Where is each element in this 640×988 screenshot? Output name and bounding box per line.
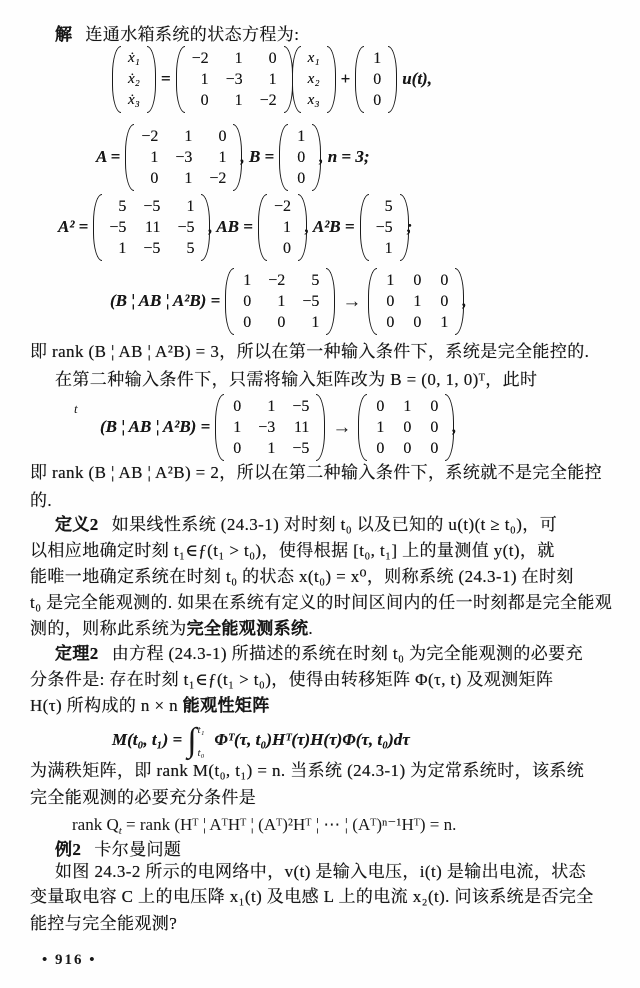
input-signal: u(t), (402, 69, 432, 89)
paren-left-icon (358, 394, 367, 461)
matrix-cell: −5 (143, 198, 161, 215)
matrix-cell: 1 (233, 419, 242, 436)
matrix-cell: 0 (282, 240, 291, 257)
rank-q-expression: = rank (Hᵀ ¦ AᵀHᵀ ¦ (Aᵀ)²Hᵀ ¦ ⋯ ¦ (Aᵀ)ⁿ⁻¹Hᵀ) = n. (121, 815, 457, 834)
paren-left-icon (125, 124, 134, 191)
paren-left-icon (292, 46, 301, 113)
matrix-cell: 5 (186, 240, 195, 257)
definition-2-line4: t₀ 是完全能观测的. 如果在系统有定义的时间区间内的任一时刻都是完全能观 (30, 593, 613, 612)
a-matrix (125, 124, 242, 191)
matrix-cell: −5 (375, 219, 393, 236)
matrix-cell: −2 (209, 170, 227, 187)
definition-2-line5 (30, 618, 313, 640)
definition-2-line3: 能唯一地确定系统在时刻 t₀ 的状态 x(t₀) = x⁰，则称系统 (24.3-1) 在时刻 (30, 567, 574, 586)
matrix-cell: 1 (403, 398, 412, 415)
matrix-cell: 0 (297, 149, 306, 166)
paren-left-icon (112, 46, 121, 113)
matrix-cell: 1 (440, 314, 449, 331)
matrix-cell: 0 (243, 314, 252, 331)
definition-2-line5-prefix: 测的，则称此系统为 (30, 619, 187, 638)
matrix-cell: 1 (373, 50, 382, 67)
solution-label: 解 (55, 25, 73, 44)
plus-sign: + (340, 69, 351, 89)
ctrb-matrix-1 (225, 268, 335, 335)
semicolon: ; (406, 217, 413, 237)
matrix-cell: 1 (268, 71, 277, 88)
observability-matrix-term: 能观性矩阵 (182, 696, 270, 715)
full-rank-line2: 完全能观测的必要充分条件是 (30, 788, 257, 807)
matrix-cell: 5 (384, 198, 393, 215)
ctrb-matrix-2-body (228, 394, 312, 461)
example-2-line2: 变量取电容 C 上的电压降 x₁(t) 及电感 L 上的电流 x₂(t). 问该系统是否完全 (30, 887, 594, 906)
matrix-cell: 0 (200, 92, 209, 109)
matrix-cell: ẋ₂ (128, 71, 140, 87)
comma: , (462, 291, 467, 311)
matrix-cell: 1 (413, 293, 422, 310)
ab-matrix-label: , AB = (208, 217, 253, 237)
b-matrix-label: , B = (240, 147, 275, 167)
matrix-cell: 1 (186, 198, 195, 215)
b-matrix (279, 124, 321, 191)
gramian-integrand: Φᵀ(τ, t₀)Hᵀ(τ)H(τ)Φ(τ, t₀)dτ (214, 729, 410, 749)
matrix-cell: ẋ₁ (128, 50, 140, 66)
paren-right-icon (316, 394, 325, 461)
matrix-cell: x₁ (307, 50, 320, 66)
definition-2-label: 定义2 (55, 515, 99, 534)
matrix-cell: 0 (386, 314, 395, 331)
matrix-cell: 0 (233, 398, 242, 415)
system-matrix (176, 46, 293, 113)
a-matrix-body (138, 124, 229, 191)
rank-2-conclusion-line1: 即 rank (B ¦ AB ¦ A²B) = 2，所以在第二种输入条件下，系统就不是完全能控 (30, 463, 603, 482)
system-matrix-body (189, 46, 280, 113)
theorem-2-text: 由方程 (24.3-1) 所描述的系统在时刻 t₀ 为完全能观测的必要充 (111, 644, 583, 663)
matrix-cell: 0 (440, 272, 449, 289)
matrix-cell: 1 (243, 272, 252, 289)
matrix-cell: −5 (177, 219, 195, 236)
observability-gramian-equation (112, 721, 410, 759)
rank-q-prefix: rank Q (72, 815, 119, 834)
definition-2-line5-period: . (308, 619, 314, 638)
matrix-cell: −5 (143, 240, 161, 257)
arrow-right-icon: → (342, 290, 362, 312)
matrix-cell: 1 (200, 71, 209, 88)
integral-expression (187, 721, 209, 759)
matrix-cell: −5 (292, 440, 310, 457)
integral-icon: ∫ (187, 722, 197, 759)
a2-matrix (93, 194, 210, 261)
matrix-cell: 0 (430, 440, 439, 457)
matrix-cell: 1 (277, 293, 286, 310)
state-vector (292, 46, 336, 113)
matrix-cell: 0 (243, 293, 252, 310)
paren-left-icon (355, 46, 364, 113)
matrix-cell: 0 (413, 314, 422, 331)
matrix-cell: −2 (273, 198, 291, 215)
ctrb-reduced-1-body (381, 268, 451, 335)
matrix-definitions (96, 124, 370, 191)
matrix-cell: x₃ (307, 92, 320, 108)
ctrb-matrix-2 (215, 394, 325, 461)
second-input-paragraph: 在第二种输入条件下，只需将输入矩阵改为 B = (0, 1, 0)ᵀ，此时 (55, 370, 538, 389)
n-value-label: , n = 3; (319, 147, 370, 167)
state-vector-body (305, 46, 323, 113)
paren-left-icon (225, 268, 234, 335)
ab-matrix (258, 194, 307, 261)
matrix-cell: 11 (145, 219, 161, 236)
matrix-cell: 1 (282, 219, 291, 236)
matrix-cell: −2 (259, 92, 277, 109)
definition-2-line2: 以相应地确定时刻 t₁∈ƒ(t₁ > t₀)，使得根据 [t₀, t₁] 上的量测值 y(t)，就 (30, 541, 555, 560)
matrix-cell: −3 (258, 419, 276, 436)
matrix-cell: 0 (430, 398, 439, 415)
input-vector (355, 46, 397, 113)
matrix-cell: 5 (311, 272, 320, 289)
paren-right-icon (327, 46, 336, 113)
comma: , (452, 417, 457, 437)
matrix-cell: 0 (373, 71, 382, 88)
matrix-cell: 1 (311, 314, 320, 331)
matrix-cell: 0 (430, 419, 439, 436)
theorem-2-label: 定理2 (55, 644, 99, 663)
matrix-cell: 1 (376, 419, 385, 436)
matrix-cell: −3 (225, 71, 243, 88)
matrix-cell: 0 (373, 92, 382, 109)
a2b-matrix (360, 194, 409, 261)
matrix-cell: 0 (233, 440, 242, 457)
example-2-title: 卡尔曼问题 (94, 840, 182, 859)
controllability-equation-2 (100, 394, 457, 461)
rank-q-subscript: t (118, 825, 122, 837)
matrix-cell: 1 (184, 170, 193, 187)
paren-left-icon (368, 268, 377, 335)
state-equation (112, 46, 432, 113)
matrix-cell: ẋ₃ (128, 92, 140, 108)
paren-left-icon (93, 194, 102, 261)
paren-right-icon (147, 46, 156, 113)
gramian-lhs: M(t₀, t₁) = (112, 729, 183, 749)
paren-right-icon (388, 46, 397, 113)
ctrb-reduced-2 (358, 394, 457, 461)
matrix-cell: 0 (277, 314, 286, 331)
matrix-cell: 1 (267, 440, 276, 457)
controllability-equation-1 (110, 268, 467, 335)
paren-left-icon (279, 124, 288, 191)
matrix-cell: 1 (267, 398, 276, 415)
full-rank-line1: 为满秩矩阵，即 rank M(t₀, t₁) = n. 当系统 (24.3-1) 为定常系统时，该系统 (30, 761, 585, 780)
arrow-right-icon: → (332, 416, 352, 438)
matrix-cell: 0 (218, 128, 227, 145)
matrix-cell: 0 (403, 419, 412, 436)
theorem-2-line3 (30, 695, 270, 717)
matrix-cell: 1 (150, 149, 159, 166)
theorem-2-line3-prefix: H(τ) 所构成的 n × n (30, 696, 183, 715)
matrix-cell: 0 (440, 293, 449, 310)
matrix-cell: −2 (191, 50, 209, 67)
a2-matrix-label: A² = (58, 217, 89, 237)
xdot-vector-body (125, 46, 143, 113)
paren-left-icon (360, 194, 369, 261)
equals-sign: = (160, 69, 171, 89)
a2b-matrix-label: , A²B = (304, 217, 355, 237)
solution-paragraph (55, 24, 299, 46)
ctrb-lhs-label: (B ¦ AB ¦ A²B) = (110, 291, 221, 311)
matrix-cell: x₂ (307, 71, 320, 87)
matrix-cell: 1 (234, 50, 243, 67)
matrix-cell: 1 (118, 240, 127, 257)
fully-observable-system-term: 完全能观测系统 (186, 619, 309, 638)
a2b-matrix-body (373, 194, 396, 261)
rank-2-conclusion-line2: 的. (30, 491, 53, 510)
ctrb-reduced-1 (368, 268, 467, 335)
integral-lower-limit: t₀ (197, 747, 205, 760)
integral-limits (198, 723, 205, 761)
input-vector-body (368, 46, 384, 113)
matrix-cell: 0 (403, 440, 412, 457)
definition-2-line1 (55, 514, 557, 536)
a2-matrix-body (106, 194, 197, 261)
integral-upper-limit: t₁ (197, 724, 205, 736)
paren-left-icon (215, 394, 224, 461)
matrix-cell: 11 (293, 419, 310, 436)
theorem-2-line2: 分条件是: 存在时刻 t₁∈ƒ(t₁ > t₀)，使得由转移矩阵 Φ(τ, t) 及观测矩阵 (30, 670, 554, 689)
paren-left-icon (176, 46, 185, 113)
rank-q-equation (72, 814, 456, 839)
ab-matrix-body (271, 194, 294, 261)
example-2-line1: 如图 24.3-2 所示的电网络中，v(t) 是输入电压，i(t) 是输出电流，状态 (55, 862, 587, 881)
example-2-line3: 能控与完全能观测? (30, 914, 178, 933)
matrix-cell: 0 (386, 293, 395, 310)
matrix-cell: 0 (376, 398, 385, 415)
matrix-cell: −5 (302, 293, 320, 310)
solution-text: 连通水箱系统的状态方程为: (85, 25, 300, 44)
matrix-cell: 0 (413, 272, 422, 289)
definition-2-text: 如果线性系统 (24.3-1) 对时刻 t₀ 以及已知的 u(t)(t ≥ t₀)，可 (111, 515, 558, 534)
paren-left-icon (258, 194, 267, 261)
matrix-cell: 1 (234, 92, 243, 109)
xdot-vector (112, 46, 156, 113)
matrix-cell: 1 (384, 240, 393, 257)
matrix-cell: 0 (150, 170, 159, 187)
rank-3-conclusion: 即 rank (B ¦ AB ¦ A²B) = 3，所以在第一种输入条件下，系统是完全能控的. (30, 342, 590, 361)
matrix-cell: 0 (268, 50, 277, 67)
scan-artifact-mark: t (74, 401, 78, 416)
matrix-cell: 0 (376, 440, 385, 457)
ctrb-lhs-label: (B ¦ AB ¦ A²B) = (100, 417, 211, 437)
matrix-cell: −5 (292, 398, 310, 415)
example-2-heading (55, 839, 181, 861)
matrix-cell: −5 (109, 219, 127, 236)
matrix-cell: 1 (184, 128, 193, 145)
matrix-cell: 5 (118, 198, 127, 215)
theorem-2-line1 (55, 643, 583, 665)
example-2-label: 例2 (55, 840, 82, 859)
ctrb-matrix-1-body (238, 268, 322, 335)
b-matrix-body (292, 124, 308, 191)
paren-right-icon (326, 268, 335, 335)
matrix-cell: −2 (141, 128, 159, 145)
page-number: • 916 • (42, 952, 97, 968)
matrix-cell: −3 (175, 149, 193, 166)
matrix-cell: 0 (297, 170, 306, 187)
matrix-cell: 1 (386, 272, 395, 289)
matrix-cell: 1 (218, 149, 227, 166)
ctrb-reduced-2-body (371, 394, 441, 461)
matrix-cell: 1 (297, 128, 306, 145)
powers-definitions (58, 194, 412, 261)
matrix-cell: −2 (268, 272, 286, 289)
a-matrix-label: A = (96, 147, 121, 167)
